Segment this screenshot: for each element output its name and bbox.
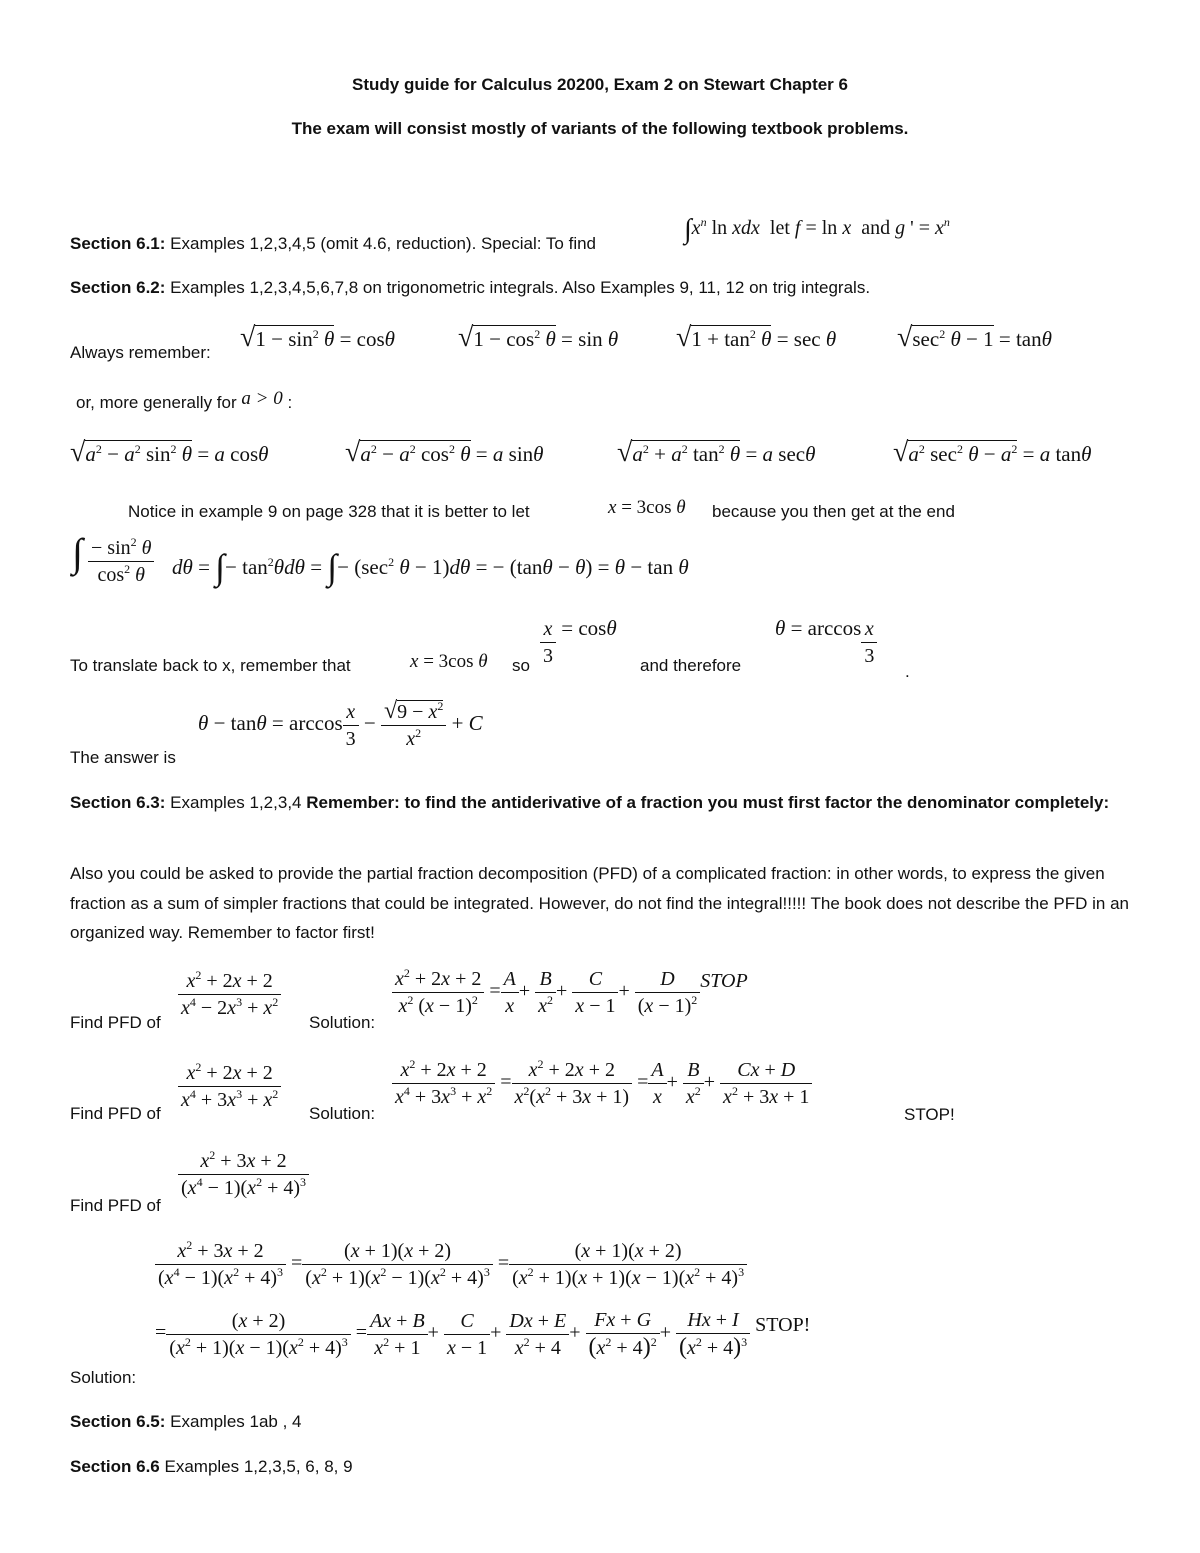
general-identity-2: $√a^2 - a^2$ $\cos^2 \theta = a$ sinθ [345,437,544,468]
section-6-6-text: Examples 1,2,3,5, 6, 8, 9 [159,1457,353,1476]
translate-substitution: x = 3cos θ [410,651,488,672]
pfd2-problem: $\frac{x^2 + 2x + 2}{x^4 + 3x^3 + x^2}$ [178,1062,281,1111]
section-6-2-text: Examples 1,2,3,4,5,6,7,8 on trigonometric integrals. Also Examples 9, 11, 12 on trig integrals. [165,278,871,297]
identity-2: $√1 - \cos^2 \theta = \sin \theta$ [458,322,619,353]
section-6-6 [70,1456,353,1478]
pfd2-answer: $\frac{x^2 + 2x + 2}{x^4 + 3x^3 + x^2}$ = $\frac{x^2 + 2x + 2}{x^2(x^2 + 3x + 1)}$ = $\frac{A}{x}$ + $\frac{B}{x^2}$ + $\frac{Cx + D}{x^2 + 3x + 1}$ [392,1059,812,1108]
section-6-1 [70,233,596,255]
always-remember-label: Always remember: [70,343,211,362]
answer-label: The answer is [70,748,176,767]
pfd1-solution-label: Solution: [309,1013,376,1032]
translate-eq1: $\frac{x}{3}$ = cosθ [540,618,617,667]
general-condition: a > 0 [241,388,283,409]
pfd1-answer: $\frac{x^2 + 2x + 2}{x^2 (x - 1)^2}$ = $\frac{A}{x}$ + $\frac{B}{x^2}$ + $\frac{C}{x - 1}$ + $\frac{D}{(x - 1)^2}$ STOP [392,968,748,1017]
pfd1-label: Find PFD of [70,1013,161,1032]
pfd3-problem: $\frac{x^2 + 3x + 2}{(x^4 - 1)(x^2 + 4)^3}$ [178,1150,309,1199]
notice-text-1: Notice in example 9 on page 328 that it is better to let [128,502,530,521]
answer-formula: θ − tanθ = arccos $\frac{x}{3}$ − $\frac{√9 - x^2}{x^2}$ + C [198,698,483,750]
translate-text-2: and therefore [640,656,742,675]
pfd1-problem: $\frac{x^2 + 2x + 2}{x^4 - 2x^3 + x^2}$ [178,970,281,1019]
pfd3-line1: $\frac{x^2 + 3x + 2}{(x^4 - 1)(x^2 + 4)^3}$ = $\frac{(x + 1)(x + 2)}{(x^2 + 1)(x^2 - 1)(x^2 + 4)^3}$ = $\frac{(x + 1)(x + 2)}{(x^2 + 1)(x + 1)(x - 1)(x^2 + 4)^3}$ [155,1240,747,1289]
page-subtitle: The exam will consist mostly of variants of the following textbook problems. [291,119,909,138]
section-6-5-label: Section 6.5: [70,1412,166,1431]
translate-period: . [905,662,910,681]
translate-so: so [512,656,530,675]
page-title: Study guide for Calculus 20200, Exam 2 on Stewart Chapter 6 [352,75,848,94]
notice-substitution: x = 3cos θ [608,497,686,518]
translate-eq2: θ = arccos $\frac{x}{3}$ [775,618,877,667]
section-6-1-label: Section 6.1: [70,234,166,253]
pfd-paragraph: Also you could be asked to provide the partial fraction decomposition (PFD) of a complicated fraction: in other words, to express the given fraction as a sum of simpler fractions that could be integrated. However, do not find the integral!!!!! The book does not describe the PFD in an organized way. Remember to factor first! [70,864,1129,942]
formula-6-1: $\int x^n$ ln xdx let f = ln x and g ' = $x^n$ [684,214,950,245]
pfd2-stop: STOP! [904,1105,955,1124]
general-identity-3: $√a^2 + a^2$ $\tan^2 \theta = a$ secθ [617,437,816,468]
general-identity-1: $√a^2 - a^2$ $\sin^2 \theta = a$ cosθ [70,437,269,468]
section-6-3-text: Examples 1,2,3,4 [165,793,307,812]
identity-1: $√1 - \sin^2 \theta = \cos\theta$ [240,322,395,353]
section-6-3-label: Section 6.3: [70,793,166,812]
pfd3-solution-label: Solution: [70,1368,137,1387]
section-6-5 [70,1411,302,1433]
notice-text-2: because you then get at the end [712,502,955,521]
section-6-5-text: Examples 1ab , 4 [165,1412,302,1431]
section-6-2 [70,277,870,299]
general-identity-4: $√a^2$ $\sec^2 \theta - a^2 = a$ tanθ [893,437,1092,468]
pfd3-line2: = $\frac{(x + 2)}{(x^2 + 1)(x - 1)(x^2 + 4)^3}$ = $\frac{Ax + B}{x^2 + 1}$ + $\frac{C}{x - 1}$ + $\frac{Dx + E}{x^2 + 4}$ + $\frac{Fx + G}{(x^2 + 4)^2}$ + $\frac{Hx + I}{(x^2 + 4)^3}$ STOP! [155,1309,811,1360]
identity-3: $√1 + \tan^2 \theta = \sec \theta$ [676,322,837,353]
translate-text-1: To translate back to x, remember that [70,656,351,675]
section-6-2-label: Section 6.2: [70,278,166,297]
pfd2-label: Find PFD of [70,1104,161,1123]
section-6-3-bold: Remember: to find the antiderivative of a fraction you must first factor the denominator completely: [306,793,1110,812]
section-6-3 [70,788,1130,817]
general-label: or, more generally for a > 0 : [76,388,293,412]
pfd2-solution-label: Solution: [309,1104,376,1123]
section-6-1-text: Examples 1,2,3,4,5 (omit 4.6, reduction). Special: To find [165,234,596,253]
identity-4: $√\sec^2$ θ − 1 = tanθ [897,322,1052,353]
section-6-6-label: Section 6.6 [70,1457,160,1476]
pfd3-label: Find PFD of [70,1196,161,1215]
